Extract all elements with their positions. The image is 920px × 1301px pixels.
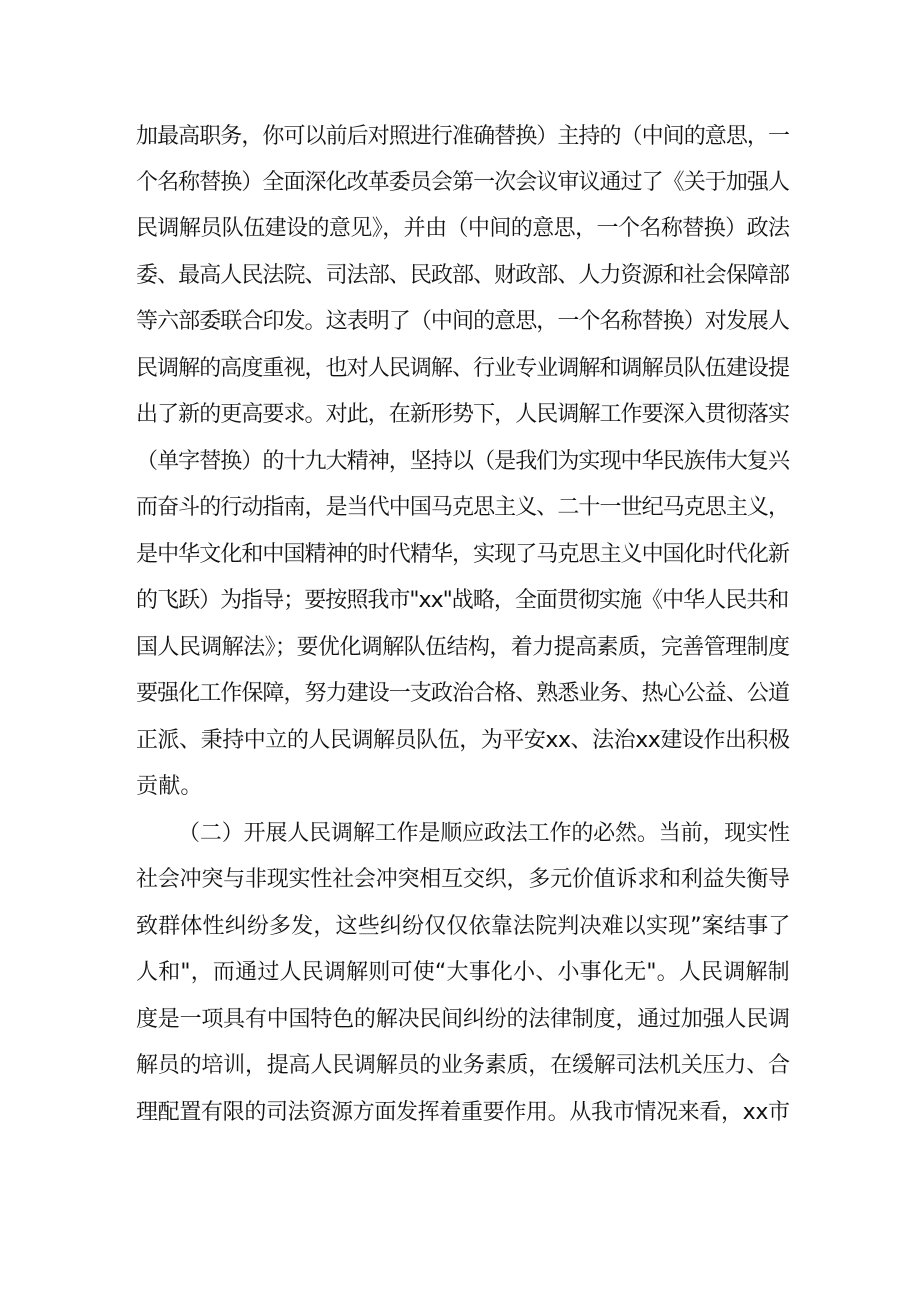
paragraph-line: 致群体性纠纷多发，这些纠纷仅仅依靠法院判决难以实现”案结事了 — [136, 914, 791, 939]
paragraph-line: 贡献。 — [136, 774, 203, 799]
paragraph-line: 人和"，而通过人民调解则可使“大事化小、小事化无"。人民调解制 — [136, 960, 790, 985]
paragraph-line: （单字替换）的十九大精神，坚持以（是我们为实现中华民族伟大复兴 — [136, 449, 790, 474]
paragraph-line: 国人民调解法》；要优化调解队伍结构，着力提高素质，完善管理制度 — [136, 635, 790, 660]
paragraph-line: 解员的培训，提高人民调解员的业务素质，在缓解司法机关压力、合 — [136, 1053, 790, 1078]
paragraph-line: 等六部委联合印发。这表明了（中间的意思，一个名称替换）对发展人 — [136, 309, 790, 334]
paragraph-line: 出了新的更高要求。对此，在新形势下，人民调解工作要深入贯彻落实 — [136, 402, 790, 427]
paragraph-line: 是中华文化和中国精神的时代精华，实现了马克思主义中国化时代化新 — [136, 542, 790, 567]
paragraph-line: 社会冲突与非现实性社会冲突相互交织，多元价值诉求和利益失衡导 — [136, 867, 790, 892]
paragraph-line: 要强化工作保障，努力建设一支政治合格、熟悉业务、热心公益、公道 — [136, 681, 790, 706]
paragraph-line: 而奋斗的行动指南，是当代中国马克思主义、二十一世纪马克思主义， — [136, 495, 790, 520]
paragraph-line: 民调解的高度重视，也对人民调解、行业专业调解和调解员队伍建设提 — [136, 356, 790, 381]
paragraph-line: 度是一项具有中国特色的解决民间纠纷的法律制度，通过加强人民调 — [136, 1007, 790, 1032]
paragraph-line: 的飞跃）为指导；要按照我市"xx"战略，全面贯彻实施《中华人民共和 — [136, 588, 789, 613]
paragraph-line: 委、最高人民法院、司法部、民政部、财政部、人力资源和社会保障部 — [136, 263, 790, 288]
paragraph-line: 正派、秉持中立的人民调解员队伍，为平安xx、法治xx建设作出积极 — [136, 728, 790, 753]
paragraph-line: 个名称替换）全面深化改革委员会第一次会议审议通过了《关于加强人 — [136, 170, 790, 195]
paragraph-line: 加最高职务，你可以前后对照进行准确替换）主持的（中间的意思，一 — [136, 124, 790, 149]
section-heading-line: （二）开展人民调解工作是顺应政法工作的必然。当前，现实性 — [178, 821, 790, 846]
paragraph-line: 理配置有限的司法资源方面发挥着重要作用。从我市情况来看，xx市 — [136, 1100, 790, 1125]
paragraph-line: 民调解员队伍建设的意见》，并由（中间的意思，一个名称替换）政法 — [136, 216, 790, 241]
